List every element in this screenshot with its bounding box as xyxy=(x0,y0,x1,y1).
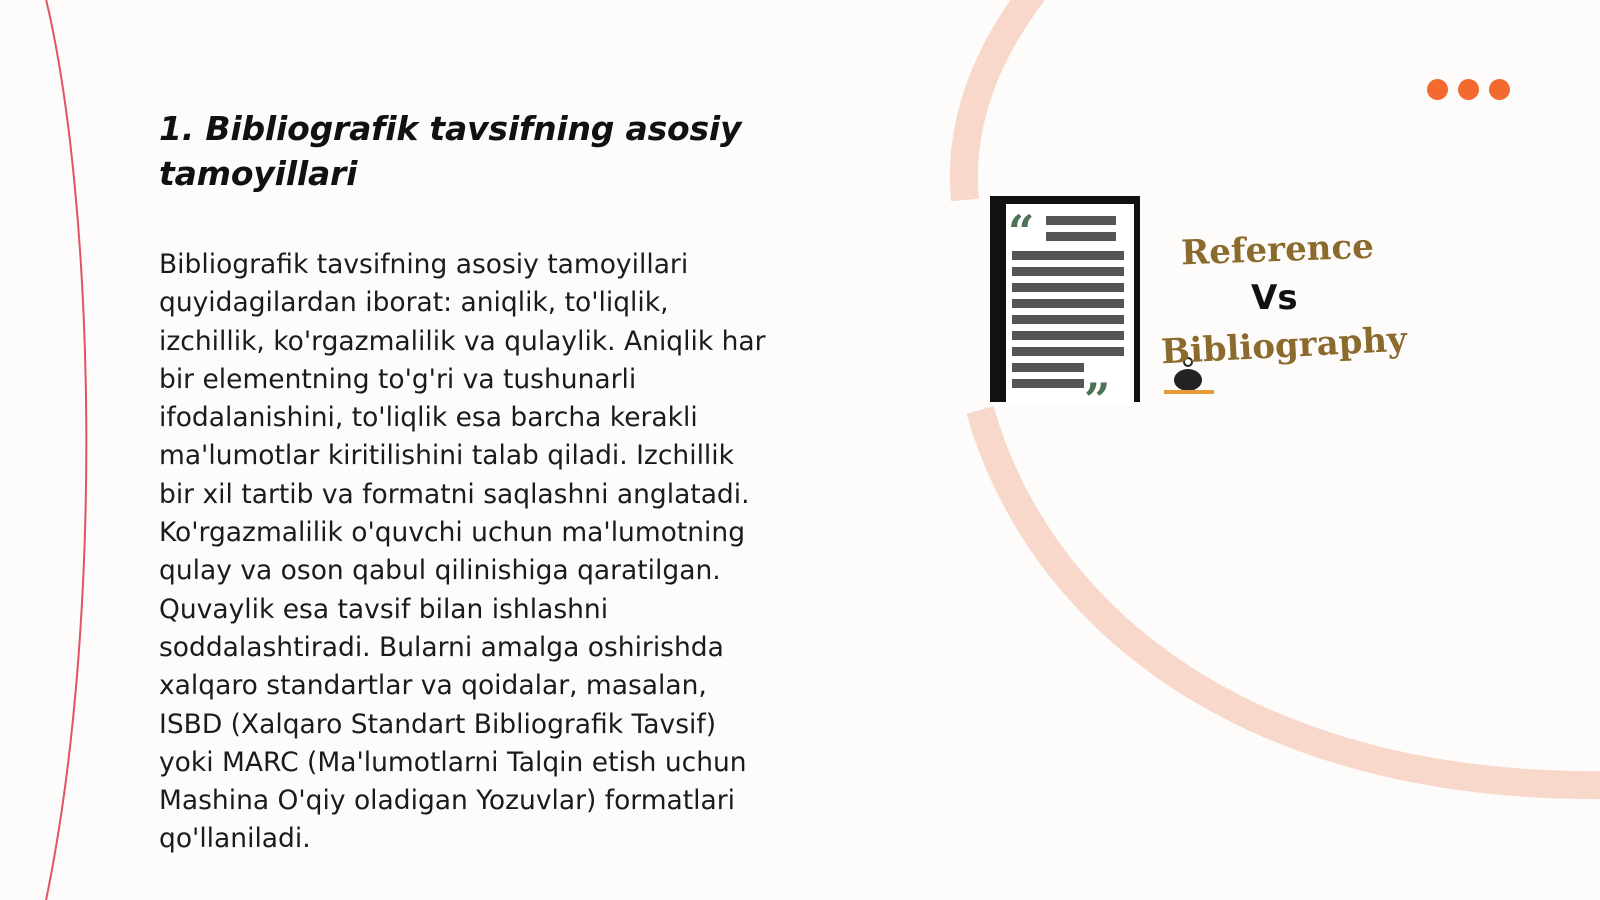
label-vs: Vs xyxy=(1251,278,1298,318)
label-reference: Reference xyxy=(1180,226,1375,274)
document-quote-icon xyxy=(990,196,1140,418)
menu-dot-2 xyxy=(1458,79,1479,100)
menu-dot-3 xyxy=(1489,79,1510,100)
menu-dot-1 xyxy=(1427,79,1448,100)
svg-text:“: “ xyxy=(1008,205,1035,259)
slide-title: 1. Bibliografik tavsifning asosiy tamoyillari xyxy=(159,109,742,193)
svg-text:”: ” xyxy=(1084,373,1111,418)
label-bibliography: Bibliography xyxy=(1160,319,1408,373)
slide-body-text: Bibliografik tavsifning asosiy tamoyillari quyidagilardan iborat: aniqlik, to'liqlik, izchillik, ko'rgazmalilik va qulaylik. Aniqlik har bir elementning to'g'ri va tushunarli ifodalanishini, to'liqlik esa barcha kerakli ma'lumotlar kiritilishini talab qiladi. Izchillik bir xil tartib va formatni saqlashni anglatadi. Ko'rgazmalilik o'quvchi uchun ma'lumotning qulay va oson qabul qilinishiga qaratilgan. Quvaylik esa tavsif bilan ishlashni soddalashtiradi. Bularni amalga oshirishda xalqaro standartlar va qoidalar, masalan, ISBD (Xalqaro Standart Bibliografik Tavsif) yoki MARC (Ma'lumotlarni Talqin etish uchun Mashina O'qiy oladigan Yozuvlar) formatlari qo'llaniladi. xyxy=(159,249,766,855)
menu-dots xyxy=(1427,79,1511,101)
